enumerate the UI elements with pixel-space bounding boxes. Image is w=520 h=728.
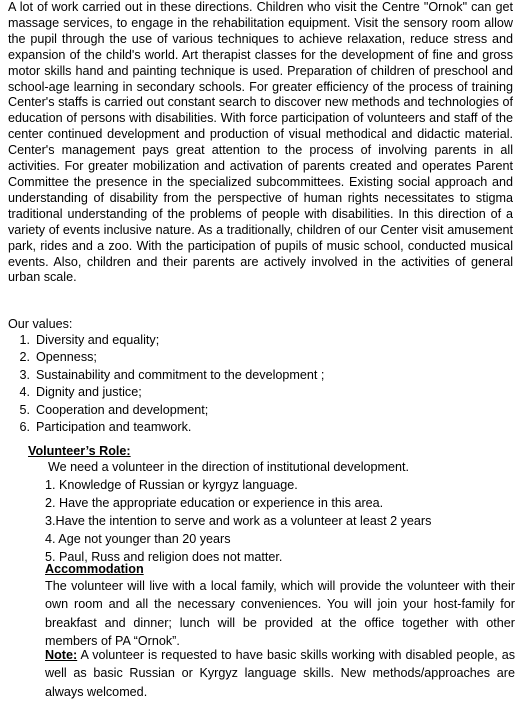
list-item	[8, 349, 324, 366]
note-paragraph	[45, 646, 515, 701]
requirements-list	[45, 476, 431, 566]
list-item-number: 6.	[19, 420, 30, 435]
volunteer-role-heading: Volunteer’s Role:	[28, 444, 131, 458]
note-label: Note:	[45, 648, 78, 662]
list-item-number: 2.	[19, 350, 30, 365]
requirement-item: 3.Have the intention to serve and work as a volunteer at least 2 years	[45, 514, 432, 528]
accommodation-heading: Accommodation	[45, 562, 144, 576]
values-list	[8, 332, 324, 436]
list-item	[8, 367, 324, 384]
list-item-text: Participation and teamwork.	[36, 420, 192, 435]
list-item-number: 4.	[19, 385, 30, 400]
list-item-number: 5.	[19, 402, 30, 417]
requirement-item: 5. Paul, Russ and religion does not matter.	[45, 550, 283, 564]
list-item-text: Diversity and equality;	[36, 333, 160, 347]
values-heading: Our values:	[8, 317, 73, 331]
list-item-number: 3.	[19, 367, 30, 382]
list-item	[8, 384, 324, 401]
requirement-item: 2. Have the appropriate education or experience in this area.	[45, 496, 384, 510]
requirement-item: 4. Age not younger than 20 years	[45, 532, 231, 546]
list-item-text: Cooperation and development;	[36, 402, 209, 417]
note-text: A volunteer is requested to have basic skills working with disabled people, as well as basic Russian or Kyrgyz language skills. New methods/approaches are always welcomed.	[45, 648, 515, 699]
list-item-text: Openness;	[36, 350, 97, 365]
list-item	[8, 402, 324, 419]
accommodation-text: The volunteer will live with a local family, which will provide the volunteer with their own room and all the necessary conveniences. You will join your host-family for breakfast and dinner; lunch will be provided at the office together with other members of PA “Ornok”.	[45, 579, 515, 648]
list-item	[8, 332, 324, 349]
intro-paragraph: A lot of work carried out in these directions. Children who visit the Centre "Ornok" can get massage services, to engage in the rehabilitation equipment. Visit the sensory room allow the pupil through the use of various techniques to achieve relaxation, reduce stress and expansion of the child's world. Art therapist classes for the development of fine and gross motor skills hand and painting technique is used. Preparation of children of preschool and school-age learning in secondary schools. For greater efficiency of the process of training Center's staffs is carried out constant search to discover new methods and technologies of education of persons with disabilities. With force participation of volunteers and staff of the center continued development and production of visual methodical and didactic material. Center's management pays great attention to the process of involving parents in all activities. For greater mobilization and activation of parents created and operates Parent Committee the presence in the specialized subcommittees. Existing social approach and understanding of disability from the perspective of human rights necessitates to stigma traditional understanding of the problems of people with disabilities. In this direction of a variety of events inclusive nature. As a traditionally, children of our Center visit amusement park, rides and a zoo. With the participation of pupils of music school, conducted musical events. Also, children and their parents are actively involved in the activities of general urban scale.	[8, 0, 513, 285]
requirement-item: 1. Knowledge of Russian or kyrgyz language.	[45, 478, 298, 492]
list-item-text: Sustainability and commitment to the development ;	[36, 367, 325, 382]
list-item-number: 1.	[19, 333, 30, 347]
volunteer-role-intro: We need a volunteer in the direction of institutional development.	[48, 460, 410, 474]
list-item-text: Dignity and justice;	[36, 385, 142, 400]
list-item	[8, 419, 324, 436]
